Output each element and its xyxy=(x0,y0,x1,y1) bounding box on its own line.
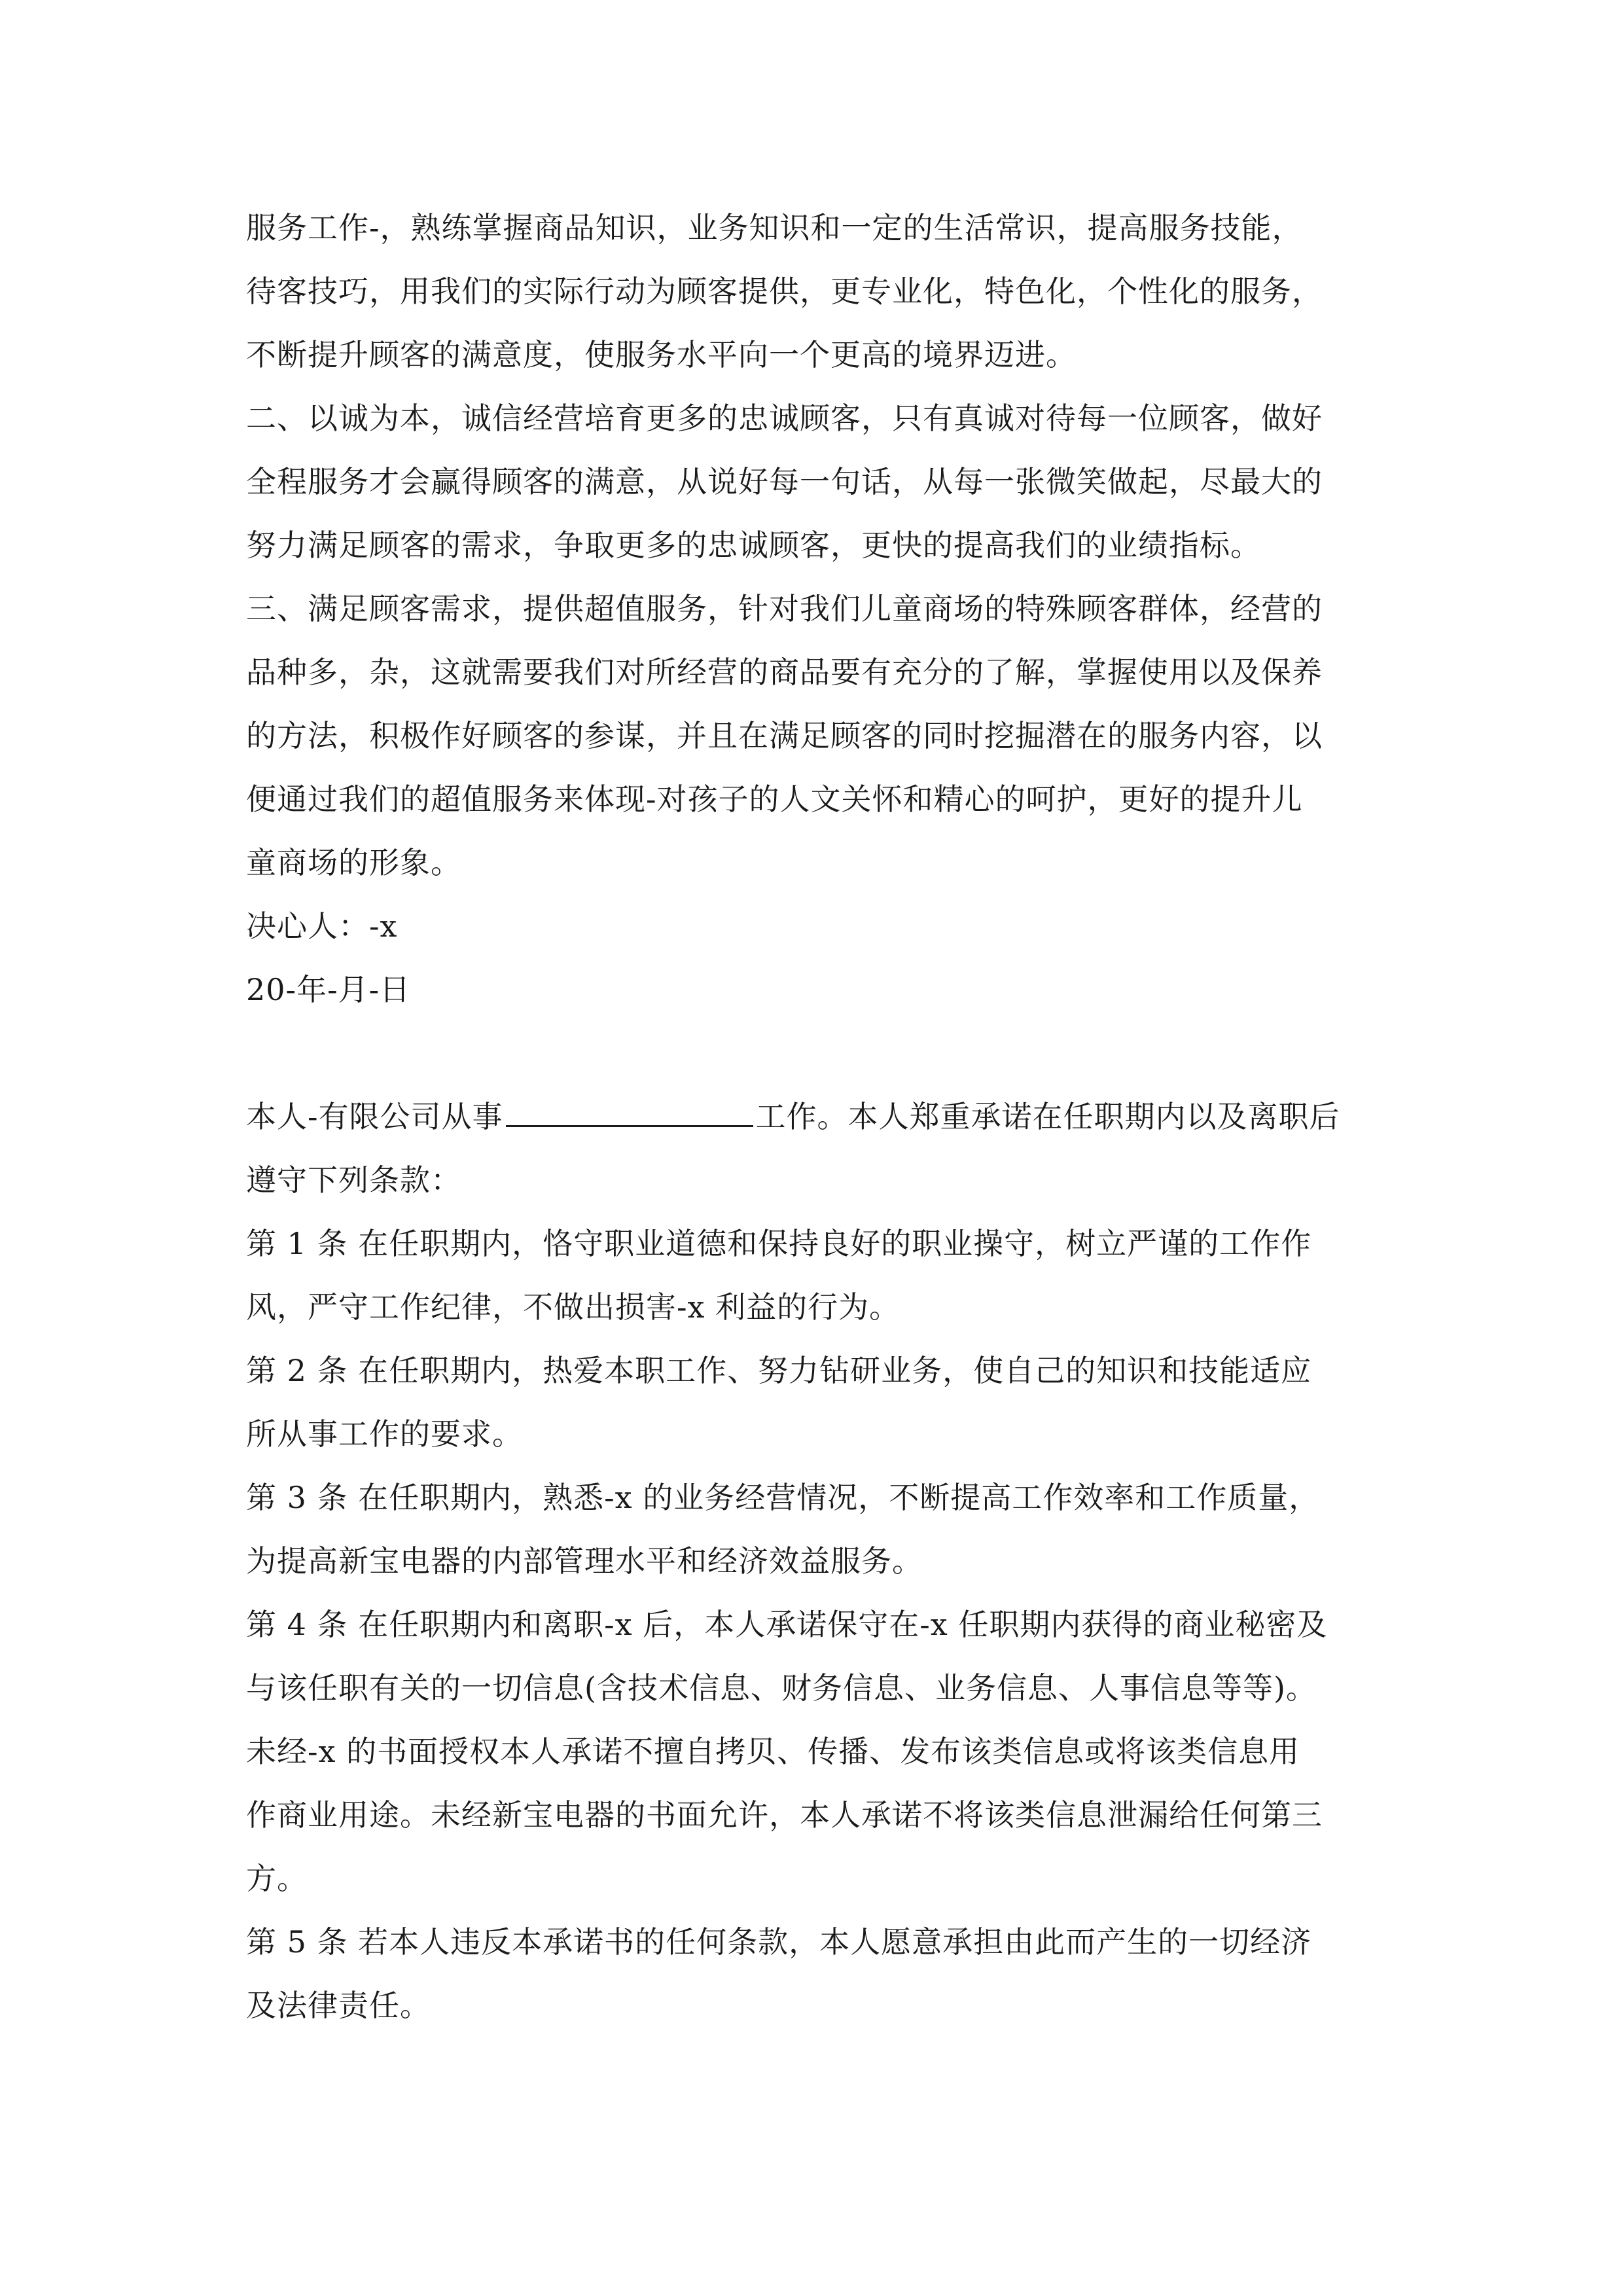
text-line: 二、以诚为本，诚信经营培育更多的忠诚顾客，只有真诚对待每一位顾客，做好 xyxy=(246,401,1323,436)
text-line: 服务工作-，熟练掌握商品知识，业务知识和一定的生活常识，提高服务技能， xyxy=(246,210,1303,245)
clause-line: 与该任职有关的一切信息(含技术信息、财务信息、业务信息、人事信息等等)。 xyxy=(246,1670,1317,1706)
clause-line: 第 1 条 在任职期内，恪守职业道德和保持良好的职业操守，树立严谨的工作作 xyxy=(246,1226,1312,1261)
clause-line: 风，严守工作纪律，不做出损害-x 利益的行为。 xyxy=(246,1289,901,1325)
fill-in-blank xyxy=(506,1099,753,1127)
signer-line: 决心人：-x xyxy=(246,908,398,944)
intro-text-after: 工作。本人郑重承诺在任职期内以及离职后 xyxy=(755,1099,1340,1134)
text-line: 品种多，杂，这就需要我们对所经营的商品要有充分的了解，掌握使用以及保养 xyxy=(246,655,1323,690)
clause-line: 所从事工作的要求。 xyxy=(246,1416,523,1452)
text-line: 的方法，积极作好顾客的参谋，并且在满足顾客的同时挖掘潜在的服务内容，以 xyxy=(246,718,1323,753)
date-line: 20-年-月-日 xyxy=(246,972,411,1007)
text-line: 便通过我们的超值服务来体现-对孩子的人文关怀和精心的呵护，更好的提升儿 xyxy=(246,781,1303,817)
text-line: 遵守下列条款： xyxy=(246,1162,461,1198)
section-confidentiality-pledge xyxy=(246,1085,1385,2037)
clause-line: 第 4 条 在任职期内和离职-x 后，本人承诺保守在-x 任职期内获得的商业秘密及 xyxy=(246,1607,1328,1642)
intro-line xyxy=(246,1085,1385,1149)
text-line: 待客技巧，用我们的实际行动为顾客提供，更专业化，特色化，个性化的服务， xyxy=(246,274,1323,309)
clause-line: 未经-x 的书面授权本人承诺不擅自拷贝、传播、发布该类信息或将该类信息用 xyxy=(246,1734,1300,1769)
clause-line: 第 5 条 若本人违反本承诺书的任何条款，本人愿意承担由此而产生的一切经济 xyxy=(246,1924,1312,1960)
clause-line: 方。 xyxy=(246,1861,308,1896)
intro-text-before: 本人-有限公司从事 xyxy=(246,1099,503,1134)
section-gap xyxy=(246,1022,1385,1085)
clause-line: 为提高新宝电器的内部管理水平和经济效益服务。 xyxy=(246,1543,923,1579)
document-page xyxy=(246,196,1385,2037)
section-commitment-service xyxy=(246,196,1385,1022)
clause-line: 第 3 条 在任职期内，熟悉-x 的业务经营情况，不断提高工作效率和工作质量， xyxy=(246,1480,1320,1515)
clause-line: 第 2 条 在任职期内，热爱本职工作、努力钻研业务，使自己的知识和技能适应 xyxy=(246,1353,1312,1388)
text-line: 童商场的形象。 xyxy=(246,845,461,880)
clause-line: 作商业用途。未经新宝电器的书面允许，本人承诺不将该类信息泄漏给任何第三 xyxy=(246,1797,1323,1833)
clause-line: 及法律责任。 xyxy=(246,1988,431,2023)
text-line: 三、满足顾客需求，提供超值服务，针对我们儿童商场的特殊顾客群体，经营的 xyxy=(246,591,1323,626)
text-line: 努力满足顾客的需求，争取更多的忠诚顾客，更快的提高我们的业绩指标。 xyxy=(246,528,1261,563)
text-line: 不断提升顾客的满意度，使服务水平向一个更高的境界迈进。 xyxy=(246,337,1077,372)
text-line: 全程服务才会赢得顾客的满意，从说好每一句话，从每一张微笑做起，尽最大的 xyxy=(246,464,1323,499)
